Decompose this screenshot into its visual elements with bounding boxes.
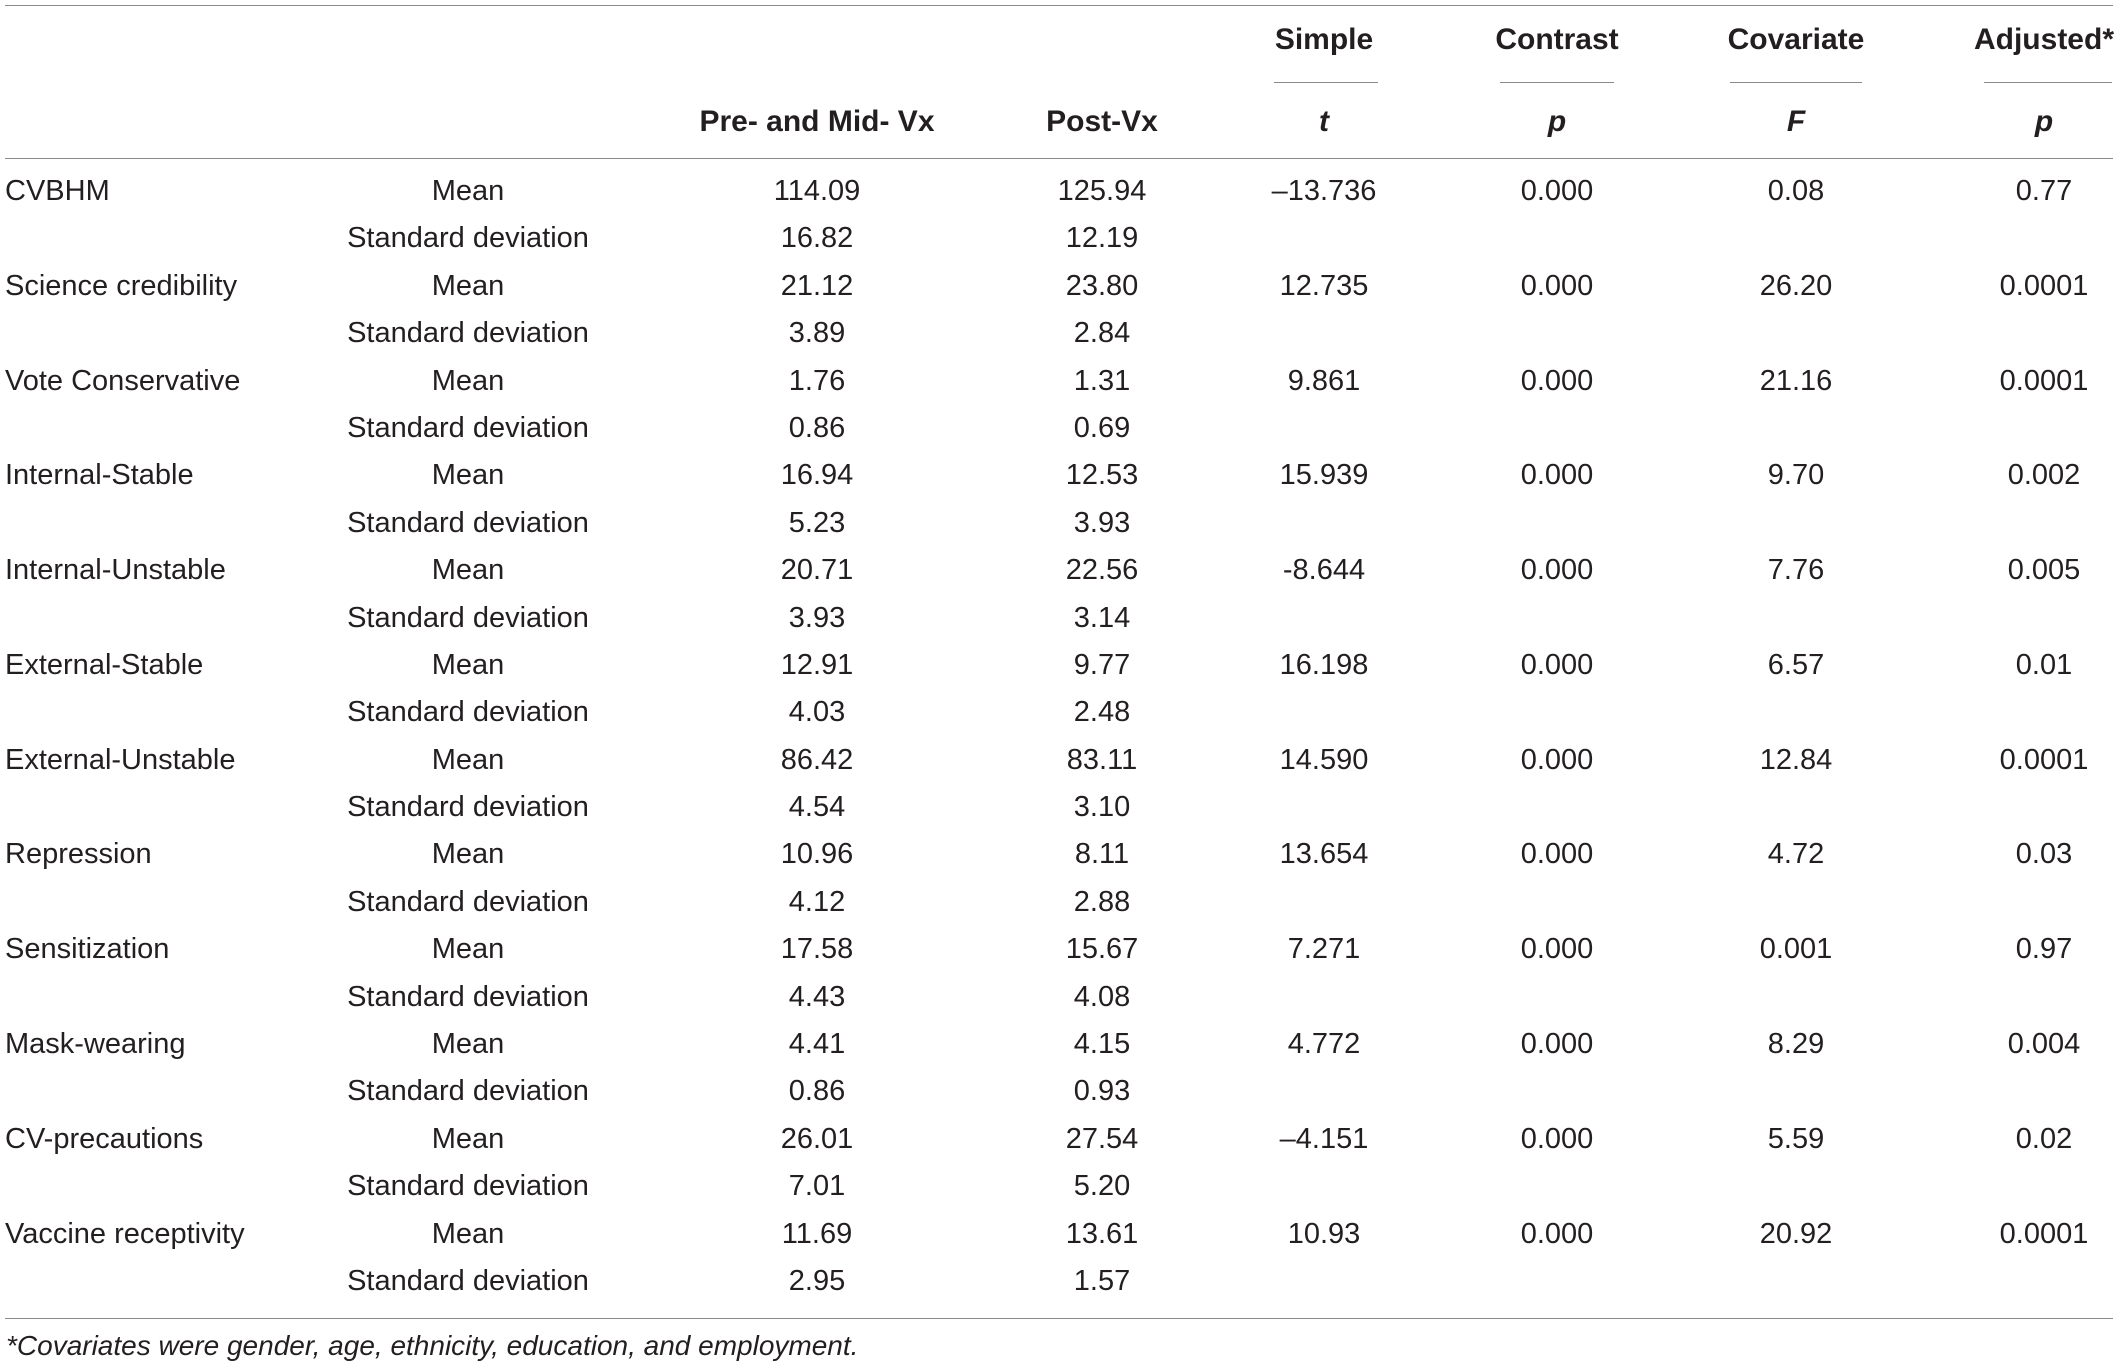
t-value-cell: 9.861 (1287, 364, 1361, 397)
variable-cell: Vaccine receptivity (5, 1217, 245, 1250)
header-covariate: Covariate (1727, 23, 1865, 56)
post-vx-cell: 4.15 (1073, 1028, 1131, 1061)
t-value-cell: 14.590 (1279, 743, 1369, 776)
table-top-rule (5, 5, 2113, 6)
statistic-cell: Standard deviation (347, 1075, 589, 1108)
statistic-cell: Standard deviation (347, 222, 589, 255)
contrast-p-cell: 0.000 (1520, 459, 1594, 492)
covariate-f-cell: 0.001 (1759, 933, 1833, 966)
table-row (0, 879, 2118, 926)
contrast-p-cell: 0.000 (1520, 364, 1594, 397)
table-row (0, 168, 2118, 215)
header-adjusted-p: p (2034, 105, 2054, 138)
variable-cell: CVBHM (5, 175, 110, 207)
table-row (0, 737, 2118, 784)
contrast-p-cell: 0.000 (1520, 648, 1594, 681)
pre-mid-vx-cell: 1.76 (788, 364, 846, 397)
pre-mid-vx-cell: 11.69 (781, 1217, 853, 1250)
pre-mid-vx-cell: 0.86 (788, 411, 846, 444)
adjusted-p-cell: 0.0001 (1999, 1217, 2089, 1250)
table-footnote: *Covariates were gender, age, ethnicity, education, and employment. (6, 1330, 859, 1361)
t-value-cell: 10.93 (1287, 1217, 1361, 1250)
variable-cell: Mask-wearing (5, 1028, 186, 1061)
table-row (0, 405, 2118, 452)
pre-mid-vx-cell: 2.95 (788, 1264, 846, 1297)
covariate-f-cell: 0.08 (1767, 175, 1825, 207)
pre-mid-vx-cell: 26.01 (780, 1122, 854, 1155)
adjusted-p-cell: 0.0001 (1999, 743, 2089, 776)
header-t: t (1319, 105, 1329, 138)
statistic-cell: Standard deviation (347, 506, 589, 539)
contrast-p-cell: 0.000 (1520, 1028, 1594, 1061)
pre-mid-vx-cell: 114.09 (773, 175, 861, 207)
adjusted-p-cell: 0.005 (2007, 554, 2081, 587)
adjusted-p-cell: 0.03 (2015, 838, 2073, 871)
header-f: F (1786, 105, 1806, 138)
t-value-cell: 15.939 (1279, 459, 1369, 492)
pre-mid-vx-cell: 7.01 (788, 1170, 846, 1203)
header-post-vx: Post-Vx (1046, 105, 1158, 138)
statistic-cell: Mean (431, 269, 505, 302)
variable-cell: Internal-Unstable (5, 554, 226, 587)
statistic-cell: Standard deviation (347, 601, 589, 634)
table-body (0, 168, 2118, 1305)
covariate-f-cell: 20.92 (1759, 1217, 1833, 1250)
table-row (0, 926, 2118, 973)
post-vx-cell: 0.93 (1073, 1075, 1131, 1108)
post-vx-cell: 3.14 (1073, 601, 1131, 634)
t-value-cell: 7.271 (1287, 933, 1361, 966)
table-row (0, 784, 2118, 831)
post-vx-cell: 1.57 (1073, 1264, 1131, 1297)
covariate-f-cell: 9.70 (1767, 459, 1825, 492)
adjusted-p-cell: 0.0001 (1999, 269, 2089, 302)
covariate-f-cell: 21.16 (1759, 364, 1833, 397)
contrast-p-cell: 0.000 (1520, 743, 1594, 776)
adjusted-p-cell: 0.004 (2007, 1028, 2081, 1061)
contrast-p-cell: 0.000 (1520, 1122, 1594, 1155)
table-header-rule (5, 158, 2113, 159)
variable-cell: Repression (5, 838, 152, 871)
adjusted-p-cell: 0.02 (2015, 1122, 2073, 1155)
table-bottom-rule (5, 1318, 2113, 1319)
header-adjusted-underline (1984, 82, 2112, 83)
adjusted-p-cell: 0.0001 (1999, 364, 2089, 397)
table-row (0, 689, 2118, 736)
post-vx-cell: 1.31 (1073, 364, 1131, 397)
variable-cell: Vote Conservative (5, 364, 241, 397)
variable-cell: External-Unstable (5, 743, 236, 776)
pre-mid-vx-cell: 16.94 (780, 459, 854, 492)
table-row (0, 1258, 2118, 1305)
covariate-f-cell: 4.72 (1767, 838, 1825, 871)
table-row (0, 547, 2118, 594)
table-row (0, 1163, 2118, 1210)
statistic-cell: Standard deviation (347, 791, 589, 824)
pre-mid-vx-cell: 4.03 (788, 696, 846, 729)
post-vx-cell: 22.56 (1065, 554, 1139, 587)
statistic-cell: Mean (431, 1028, 505, 1061)
table-row (0, 595, 2118, 642)
post-vx-cell: 0.69 (1073, 411, 1131, 444)
table-row (0, 500, 2118, 547)
header-adjusted: Adjusted* (1973, 23, 2114, 56)
post-vx-cell: 2.48 (1073, 696, 1131, 729)
covariate-f-cell: 26.20 (1759, 269, 1833, 302)
covariate-f-cell: 8.29 (1767, 1028, 1825, 1061)
pre-mid-vx-cell: 4.12 (788, 885, 846, 918)
header-pre-mid-vx: Pre- and Mid- Vx (699, 105, 935, 138)
post-vx-cell: 3.93 (1073, 506, 1131, 539)
statistic-cell: Standard deviation (347, 885, 589, 918)
contrast-p-cell: 0.000 (1520, 838, 1594, 871)
table-row (0, 1116, 2118, 1163)
header-simple: Simple (1274, 23, 1374, 56)
statistic-cell: Mean (431, 743, 505, 776)
adjusted-p-cell: 0.97 (2015, 933, 2073, 966)
pre-mid-vx-cell: 3.89 (788, 317, 846, 350)
t-value-cell: 16.198 (1279, 648, 1369, 681)
post-vx-cell: 12.53 (1065, 459, 1139, 492)
post-vx-cell: 8.11 (1074, 838, 1130, 871)
pre-mid-vx-cell: 4.41 (788, 1028, 846, 1061)
adjusted-p-cell: 0.01 (2015, 648, 2073, 681)
contrast-p-cell: 0.000 (1520, 933, 1594, 966)
statistic-cell: Mean (431, 364, 505, 397)
post-vx-cell: 12.19 (1065, 222, 1139, 255)
pre-mid-vx-cell: 20.71 (780, 554, 854, 587)
variable-cell: Sensitization (5, 933, 170, 966)
pre-mid-vx-cell: 12.91 (780, 648, 854, 681)
table-row (0, 358, 2118, 405)
pre-mid-vx-cell: 4.43 (788, 980, 846, 1013)
table-row (0, 263, 2118, 310)
table-row (0, 642, 2118, 689)
statistic-cell: Mean (431, 554, 505, 587)
variable-cell: Science credibility (5, 269, 238, 302)
variable-cell: External-Stable (5, 648, 204, 681)
statistic-cell: Mean (431, 1122, 505, 1155)
contrast-p-cell: 0.000 (1520, 175, 1594, 207)
pre-mid-vx-cell: 17.58 (780, 933, 854, 966)
post-vx-cell: 13.61 (1065, 1217, 1139, 1250)
table-row (0, 1021, 2118, 1068)
statistic-cell: Standard deviation (347, 696, 589, 729)
post-vx-cell: 83.11 (1066, 743, 1138, 776)
header-contrast: Contrast (1495, 23, 1619, 56)
post-vx-cell: 23.80 (1065, 269, 1139, 302)
statistic-cell: Mean (431, 175, 505, 207)
header-contrast-underline (1500, 82, 1614, 83)
adjusted-p-cell: 0.002 (2007, 459, 2081, 492)
post-vx-cell: 125.94 (1057, 175, 1147, 207)
statistic-cell: Standard deviation (347, 980, 589, 1013)
post-vx-cell: 2.88 (1073, 885, 1131, 918)
t-value-cell: -8.644 (1282, 554, 1366, 587)
header-contrast-p: p (1547, 105, 1567, 138)
statistic-cell: Standard deviation (347, 1170, 589, 1203)
table-row (0, 974, 2118, 1021)
table-row (0, 452, 2118, 499)
post-vx-cell: 4.08 (1073, 980, 1131, 1013)
table-row (0, 1211, 2118, 1258)
t-value-cell: –13.736 (1271, 175, 1377, 207)
pre-mid-vx-cell: 3.93 (788, 601, 846, 634)
table-row (0, 831, 2118, 878)
statistic-cell: Mean (431, 933, 505, 966)
covariate-f-cell: 7.76 (1767, 554, 1825, 587)
t-value-cell: 13.654 (1279, 838, 1369, 871)
statistic-cell: Mean (431, 459, 505, 492)
variable-cell: Internal-Stable (5, 459, 194, 492)
pre-mid-vx-cell: 86.42 (780, 743, 854, 776)
post-vx-cell: 15.67 (1065, 933, 1139, 966)
pre-mid-vx-cell: 4.54 (788, 791, 846, 824)
statistic-cell: Mean (431, 838, 505, 871)
statistic-cell: Standard deviation (347, 317, 589, 350)
pre-mid-vx-cell: 0.86 (788, 1075, 846, 1108)
statistic-cell: Mean (431, 1217, 505, 1250)
post-vx-cell: 9.77 (1073, 648, 1131, 681)
header-covariate-underline (1730, 82, 1862, 83)
header-simple-underline (1274, 82, 1378, 83)
post-vx-cell: 3.10 (1073, 791, 1131, 824)
post-vx-cell: 5.20 (1073, 1170, 1131, 1203)
contrast-p-cell: 0.000 (1520, 554, 1594, 587)
pre-mid-vx-cell: 5.23 (788, 506, 846, 539)
t-value-cell: 4.772 (1287, 1028, 1361, 1061)
t-value-cell: –4.151 (1279, 1122, 1369, 1155)
statistic-cell: Standard deviation (347, 411, 589, 444)
post-vx-cell: 2.84 (1073, 317, 1131, 350)
pre-mid-vx-cell: 16.82 (780, 222, 854, 255)
contrast-p-cell: 0.000 (1520, 269, 1594, 302)
pre-mid-vx-cell: 10.96 (780, 838, 854, 871)
statistic-cell: Mean (431, 648, 505, 681)
t-value-cell: 12.735 (1279, 269, 1369, 302)
table-row (0, 215, 2118, 262)
table-row (0, 1068, 2118, 1115)
variable-cell: CV-precautions (5, 1122, 204, 1155)
table-row (0, 310, 2118, 357)
contrast-p-cell: 0.000 (1520, 1217, 1594, 1250)
post-vx-cell: 27.54 (1065, 1122, 1139, 1155)
pre-mid-vx-cell: 21.12 (780, 269, 854, 302)
covariate-f-cell: 6.57 (1767, 648, 1825, 681)
statistic-cell: Standard deviation (347, 1264, 589, 1297)
adjusted-p-cell: 0.77 (2015, 175, 2073, 207)
covariate-f-cell: 12.84 (1759, 743, 1833, 776)
covariate-f-cell: 5.59 (1767, 1122, 1825, 1155)
